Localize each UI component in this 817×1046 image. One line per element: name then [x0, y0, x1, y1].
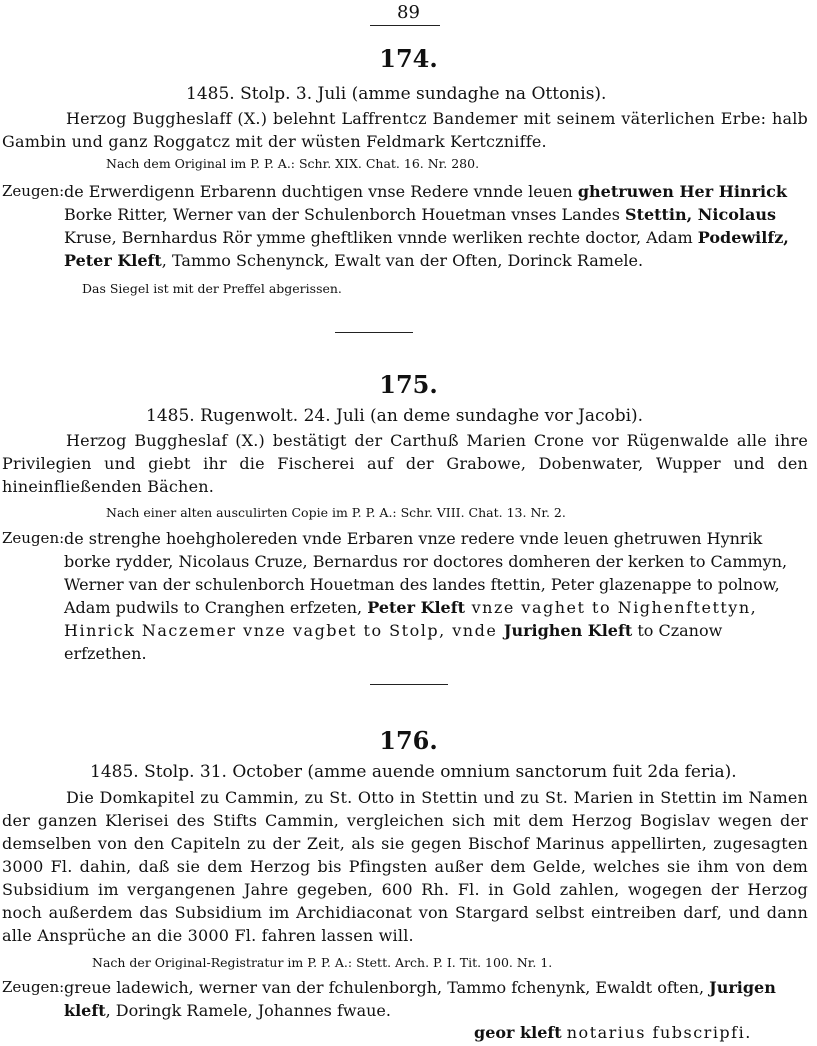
doc-175-witness-text: de strenghe hoehgholereden vnde Erbaren vnze redere vnde leuen ghetruwen Hynrik borke rydder, Nicolaus Cruze, Bernardus ror doctores domheren der kerken to Cammyn, Werner van der schulenborch Houetman des landes ftettin, Peter glazenappe to polnow, Adam pudwils to Cranghen erfzeten, Peter Kleft vnze vaghet to Nighenftettyn, Hinrick Naczemer vnze vagbet to Stolp, vnde Jurighen Kleft to Czanow erfzethen.: [64, 529, 788, 663]
doc-176-regest: Die Domkapitel zu Cammin, zu St. Otto in Stettin und zu St. Marien in Stettin im Namen der ganzen Klerisei des Stifts Cammin, vergleichen sich mit dem Herzog Bogislav wegen der demselben von den Capiteln zu der Zeit, als sie gegen Bischof Marinus appellirten, zugesagten 3000 Fl. dahin, daß sie dem Herzog bis Pfingsten außer dem Gelde, welches sie ihm von dem Subsidium im vergangenen Jahre gegeben, 600 Rh. Fl. in Gold zahlen, wogegen der Herzog noch außerdem das Subsidium im Archidiaconat von Stargard selbst eintreiben darf, und dann alle Ansprüche an die 3000 Fl. fahren lassen will.: [2, 788, 808, 945]
doc-175-witnesses: [2, 527, 808, 663]
doc-174-source-note: Nach dem Original im P. P. A.: Schr. XIX. Chat. 16. Nr. 280.: [106, 156, 480, 171]
doc-176-signature: geor kleft notarius fubscripfi.: [474, 1023, 752, 1042]
page-number-rule: [370, 25, 440, 26]
section-divider-2: [370, 684, 448, 685]
doc-176-witnesses: [2, 976, 808, 1026]
page-number: 89: [397, 2, 420, 23]
doc-175-source-note: Nach einer alten ausculirten Copie im P. P. A.: Schr. VIII. Chat. 13. Nr. 2.: [106, 505, 566, 520]
doc-174-witness-text: de Erwerdigenn Erbarenn duchtigen vnse Redere vnnde leuen ghetruwen Her Hinrick Borke Ritter, Werner van der Schulenborch Houetman vnses Landes Stettin, Nicolaus Kruse, Bernhardus Rör ymme gheftliken vnnde werliken rechte doctor, Adam Podewilfz, Peter Kleft, Tammo Schenynck, Ewalt van der Often, Dorinck Ramele.: [64, 182, 789, 270]
doc-175-witness-label: Zeugen:: [2, 529, 65, 547]
doc-176-date-line: 1485. Stolp. 31. October (amme auende omnium sanctorum fuit 2da feria).: [90, 762, 737, 782]
doc-176-witness-label: Zeugen:: [2, 978, 65, 996]
doc-176-witness-text: greue ladewich, werner van der fchulenborgh, Tammo fchenynk, Ewaldt often, Jurigen kleft, Doringk Ramele, Johannes fwaue.: [64, 978, 776, 1020]
doc-176-number: 176.: [379, 726, 438, 755]
doc-176-source-note: Nach der Original-Registratur im P. P. A.: Stett. Arch. P. I. Tit. 100. Nr. 1.: [92, 955, 553, 970]
doc-174-number: 174.: [379, 44, 438, 73]
doc-174-seal-note: Das Siegel ist mit der Preffel abgerissen.: [82, 281, 342, 296]
doc-174-witnesses: [2, 180, 808, 275]
doc-175-regest: Herzog Buggheslaf (X.) bestätigt der Carthuß Marien Crone vor Rügenwalde alle ihre Privilegien und giebt ihr die Fischerei auf der Grabowe, Dobenwater, Wupper und den hineinfließenden Bächen.: [2, 431, 808, 496]
doc-174-witness-label: Zeugen:: [2, 182, 65, 200]
doc-174-regest: Herzog Buggheslaff (X.) belehnt Laffrentcz Bandemer mit seinem väterlichen Erbe: halb Gambin und ganz Roggatcz mit der wüsten Feldmark Kertczniffe.: [2, 109, 808, 151]
section-divider-1: [335, 332, 413, 333]
doc-174-date-line: 1485. Stolp. 3. Juli (amme sundaghe na Ottonis).: [186, 84, 607, 104]
doc-175-date-line: 1485. Rugenwolt. 24. Juli (an deme sundaghe vor Jacobi).: [146, 406, 644, 426]
doc-175-number: 175.: [379, 370, 438, 399]
